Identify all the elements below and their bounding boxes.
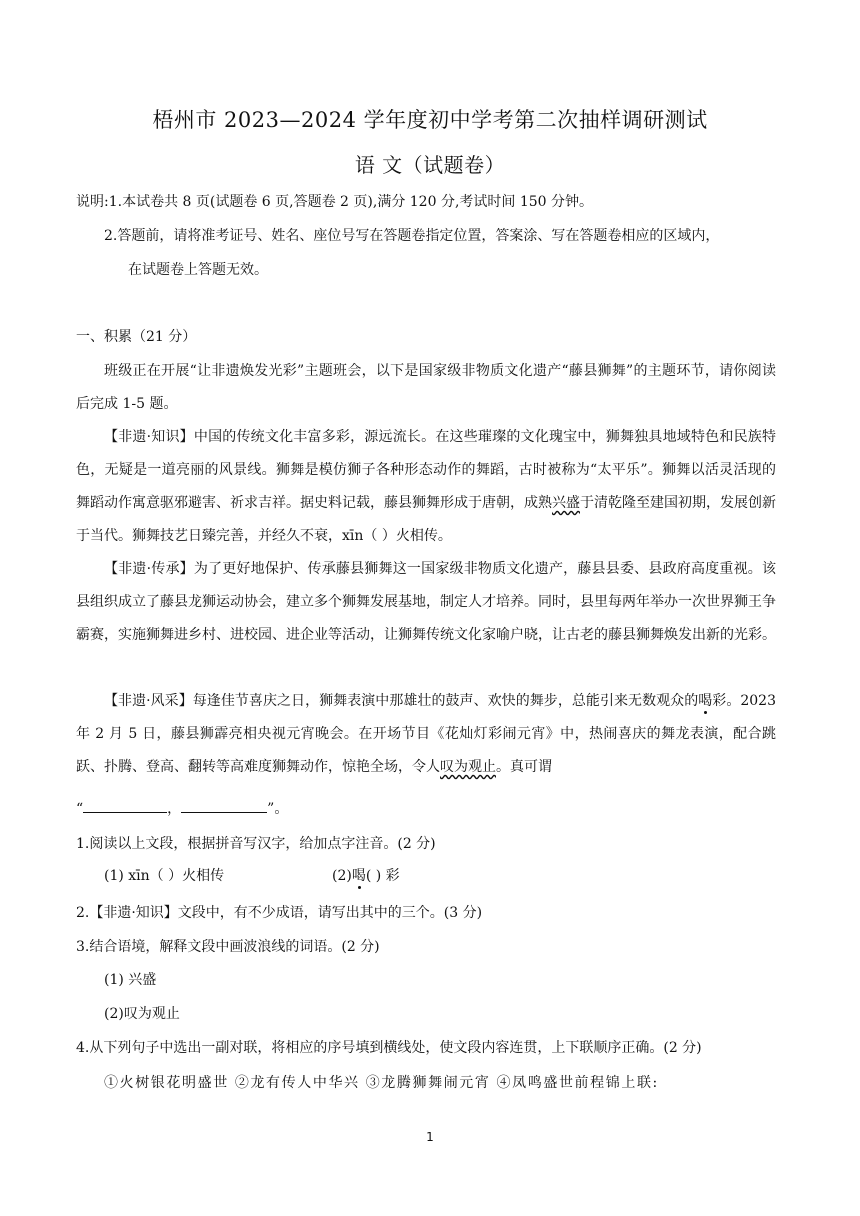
couplet-blank-2[interactable] — [181, 798, 267, 813]
instruction-2: 2.答题前，请将准考证号、姓名、座位号写在答题卷指定位置，答案涂、写在答题卷相应的区域内， — [104, 228, 720, 244]
quote-close: ”。 — [267, 801, 289, 817]
question-2: 2.【非遗·知识】文段中，有不少成语，请写出其中的三个。(3 分) — [76, 905, 483, 921]
exam-subtitle: 语 文（试题卷） — [354, 153, 506, 177]
dotted-char-he: 喝 — [698, 693, 713, 709]
wavy-word-tanweiguanzhi: 叹为观止 — [440, 759, 496, 775]
wavy-word-xingsheng: 兴盛 — [552, 495, 580, 511]
couplet-blank-line — [76, 798, 288, 819]
instruction-1: 说明:1.本试卷共 8 页(试题卷 6 页,答题卷 2 页),满分 120 分,考试时间 150 分钟。 — [76, 194, 594, 210]
passage-knowledge — [76, 421, 776, 553]
question-3: 3.结合语境，解释文段中画波浪线的词语。(2 分) — [76, 939, 380, 955]
question-1: 1.阅读以上文段，根据拼音写汉字，给加点字注音。(2 分) — [76, 836, 436, 852]
section-heading: 一、积累（21 分） — [76, 329, 197, 345]
passage-style-text-a: 【非遗·风采】每逢佳节喜庆之日，狮舞表演中那雄壮的鼓声、欢快的舞步，总能引来无数观众的 — [104, 693, 699, 709]
passage-knowledge-text-b: 于清乾隆至建国初期，发展创新于当代。狮舞技艺日臻完善，并经久不衰，xīn（ ）火相传。 — [76, 495, 776, 544]
question-4-options: ①火树银花明盛世 ②龙有传人中华兴 ③龙腾狮舞闹元宵 ④凤鸣盛世前程锦上联: — [104, 1075, 659, 1091]
q1-part2-rest: ( ) 彩 — [365, 868, 400, 884]
instruction-2-cont: 在试题卷上答题无效。 — [128, 262, 268, 278]
passage-inheritance: 【非遗·传承】为了更好地保护、传承藤县狮舞这一国家级非物质文化遗产，藤县县委、县政府高度重视。该县组织成立了藤县龙狮运动协会，建立多个狮舞发展基地，制定人才培养。同时，县里每两年举办一次世界狮王争霸赛，实施狮舞进乡村、进校园、进企业等活动，让狮舞传统文化家喻户晓，让古老的藤县狮舞焕发出新的光彩。 — [76, 561, 776, 643]
exam-title: 梧州市 2023—2024 学年度初中学考第二次抽样调研测试 — [152, 108, 708, 132]
question-1-part-1: (1) xīn（ ）火相传 — [104, 868, 225, 884]
section-intro: 班级正在开展“让非遗焕发光彩”主题班会，以下是国家级非物质文化遗产“藤县狮舞”的主题环节，请你阅读后完成 1-5 题。 — [76, 363, 776, 412]
quote-open: “ — [76, 801, 84, 817]
page-number: 1 — [426, 1130, 434, 1144]
passage-style-text-c: 。真可谓 — [496, 759, 552, 775]
quote-comma: ， — [167, 801, 182, 817]
passage-style — [76, 685, 776, 784]
passage-knowledge-text-a: 【非遗·知识】中国的传统文化丰富多彩，源远流长。在这些璀璨的文化瑰宝中，狮舞独具地域特色和民族特色，无疑是一道亮丽的风景线。狮舞是模仿狮子各种形态动作的舞蹈，古时被称为“太平乐”。狮舞以活灵活现的舞蹈动作寓意驱邪避害、祈求吉祥。据史料记载，藤县狮舞形成于唐朝，成熟 — [76, 429, 776, 511]
question-3-part-1: (1) 兴盛 — [104, 972, 157, 988]
question-4: 4.从下列句子中选出一副对联，将相应的序号填到横线处，使文段内容连贯，上下联顺序正确。(2 分) — [76, 1040, 702, 1056]
dotted-char-he-question: 喝 — [351, 868, 366, 884]
couplet-blank-1[interactable] — [83, 798, 167, 813]
question-1-part-2 — [332, 866, 400, 886]
q1-part2-num: (2) — [332, 868, 352, 884]
passage-style-text-b: 彩。2023 年 2 月 5 日，藤县狮霹亮相央视元宵晚会。在开场节目《花灿灯彩闹元宵》中，热闹喜庆的舞龙表演，配合跳跃、扑腾、登高、翻转等高难度狮舞动作，惊艳全场，令人 — [76, 693, 776, 775]
question-3-part-2: (2)叹为观止 — [104, 1006, 180, 1022]
